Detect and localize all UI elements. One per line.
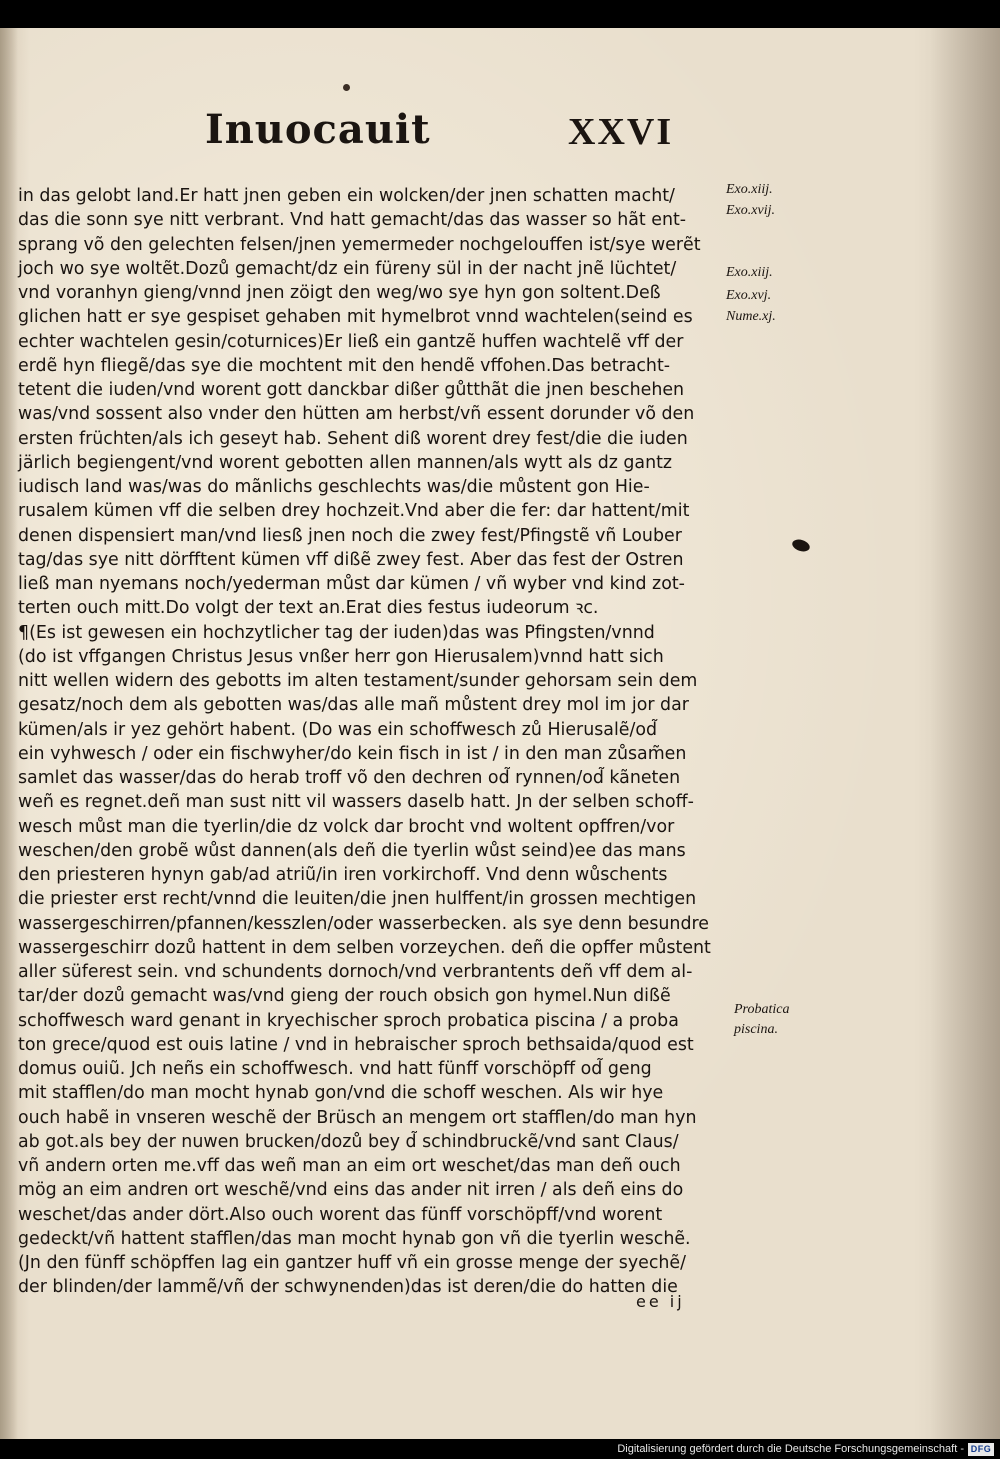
- text-line: weñ es regnet.deñ man sust nitt vil wassers daselb hatt. Jn der selben schoff-: [18, 792, 694, 813]
- book-page: [0, 28, 1000, 1439]
- margin-note: Probatica: [734, 1002, 790, 1017]
- text-line: ein vyhwesch / oder ein fischwyher/do kein fisch in ist / in den man zůsam̃en: [18, 743, 687, 764]
- margin-note: Exo.xvij.: [726, 203, 775, 218]
- text-line: wassergeschirr dozů hattent in dem selben vorzeychen. deñ die opffer můstent: [18, 937, 711, 958]
- text-line: glichen hatt er sye gespiset gehaben mit hymelbrot vnnd wachtelen(seind es: [18, 307, 693, 328]
- text-line: ¶(Es ist gewesen ein hochzytlicher tag der iuden)das was Pfingsten/vnnd: [18, 622, 655, 643]
- text-line: tar/der dozů gemacht was/vnd gieng der rouch obsich gon hymel.Nun dißẽ: [18, 986, 671, 1007]
- text-line: gesatz/noch dem als gebotten was/das alle mañ můstent drey mol im jor dar: [18, 695, 689, 716]
- dfg-logo-icon: DFG: [968, 1443, 994, 1456]
- text-line: sprang võ den gelechten felsen/jnen yemermeder nochgelouffen ist/sye werẽt: [18, 234, 701, 255]
- text-line: wesch můst man die tyerlin/die dz volck dar brocht vnd woltent opffren/vor: [18, 816, 675, 837]
- gutter-shadow: [0, 28, 18, 1439]
- text-line: tag/das sye nitt dörfftent kümen vff dißẽ zwey fest. Aber das fest der Ostren: [18, 549, 684, 570]
- running-head: Inuocauit: [205, 106, 431, 153]
- text-line: weschen/den grobẽ wůst dannen(als deñ die tyerlin wůst seind)ee das mans: [18, 840, 686, 861]
- text-line: (Jn den fünff schöpffen lag ein gantzer huff vñ ein grosse menge der syechẽ/: [18, 1253, 686, 1273]
- margin-note: Exo.xiij.: [726, 265, 773, 280]
- text-line: vñ andern orten me.vff das weñ man an eim ort weschet/das man deñ ouch: [18, 1156, 681, 1176]
- ink-speck: [343, 84, 350, 91]
- text-line: joch wo sye woltẽt.Dozů gemacht/dz ein füreny sül in der nacht jnẽ lüchtet/: [18, 258, 677, 279]
- text-line: weschet/das ander dört.Also ouch worent das fünff vorschöpff/vnd worent: [18, 1204, 663, 1225]
- page-edge-shade: [914, 28, 1000, 1439]
- text-line: vnd voranhyn gieng/vnnd jnen zöigt den weg/wo sye hyn gon soltent.Deß: [18, 283, 661, 303]
- text-line: was/vnd sossent also vnder den hütten am herbst/vñ essent dorunder võ den: [18, 404, 695, 425]
- text-line: wassergeschirren/pfannen/kesszlen/oder wasserbecken. als sye denn besundre: [18, 913, 709, 934]
- margin-note: Exo.xvj.: [726, 288, 772, 303]
- text-line: kümen/als ir yez gehört habent. (Do was ein schoffwesch zů Hierusalẽ/od̃: [18, 719, 658, 740]
- text-line: ab got.als bey der nuwen brucken/dozů bey d̃ schindbruckẽ/vnd sant Claus/: [18, 1131, 679, 1152]
- text-line: nitt wellen widern des gebotts im alten testament/sunder gehorsam sein dem: [18, 671, 698, 691]
- text-line: ton grece/quod est ouis latine / vnd in hebraischer sproch bethsaida/quod est: [18, 1034, 694, 1055]
- text-line: mit stafflen/do man mocht hynab gon/vnd die schoff weschen. Als wir hye: [18, 1083, 664, 1104]
- text-line: järlich begiengent/vnd worent gebotten allen mannen/als wytt als dz gantz: [18, 452, 673, 473]
- margin-note: piscina.: [734, 1022, 778, 1037]
- text-line: erdẽ hyn fliegẽ/das sye die mochtent mit den hendẽ vffohen.Das betracht-: [18, 355, 671, 376]
- text-line: terten ouch mitt.Do volgt der text an.Erat dies festus iudeorum ꝛc.: [18, 598, 599, 619]
- text-line: (do ist vffgangen Christus Jesus vnßer herr gon Hierusalem)vnnd hatt sich: [18, 646, 664, 667]
- funding-credit: Digitalisierung gefördert durch die Deutsche Forschungsgemeinschaft -: [617, 1443, 964, 1455]
- text-line: domus ouiũ. Jch neñs ein schoffwesch. vnd hatt fünff vorschöpff od̃ geng: [18, 1059, 652, 1079]
- text-line: mög an eim andren ort weschẽ/vnd eins das ander nit irren / als deñ eins do: [18, 1180, 684, 1201]
- text-line: denen dispensiert man/vnd liesß jnen noch die zwey fest/Pfingstẽ vñ Louber: [18, 525, 682, 546]
- text-line: samlet das wasser/das do herab troff võ den dechren od̃ rynnen/od̃ kãneten: [18, 768, 681, 788]
- catchword: ee ij: [636, 1292, 685, 1311]
- text-line: in das gelobt land.Er hatt jnen geben ein wolcken/der jnen schatten macht/: [18, 186, 675, 206]
- margin-note: Exo.xiij.: [726, 182, 773, 197]
- text-line: den priesteren hynyn gab/ad atriũ/in iren vorkirchoff. Vnd denn wůschents: [18, 865, 668, 885]
- footer-credit: [617, 1441, 994, 1457]
- text-line: aller süferest sein. vnd schundents dornoch/vnd verbrantents deñ vff dem al-: [18, 962, 693, 982]
- ink-blot: [791, 537, 812, 553]
- text-block: [18, 184, 718, 1300]
- margin-note: Nume.xj.: [726, 309, 776, 324]
- text-line: ouch habẽ in vnseren weschẽ der Brüsch an mengem ort stafflen/do man hyn: [18, 1107, 697, 1128]
- text-line: gedeckt/vñ hattent stafflen/das man mocht hynab gon vñ die tyerlin weschẽ.: [18, 1228, 691, 1249]
- folio-number: XXVI: [568, 111, 674, 153]
- text-line: der blinden/der lammẽ/vñ der schwynenden)das ist deren/die do hatten die: [18, 1277, 678, 1298]
- text-line: rusalem kümen vff die selben drey hochzeit.Vnd aber die fer: dar hattent/mit: [18, 501, 690, 522]
- text-line: echter wachtelen gesin/coturnices)Er ließ ein gantzẽ huffen wachtelẽ vff der: [18, 331, 684, 352]
- text-line: schoffwesch ward genant in kryechischer sproch probatica piscina / a proba: [18, 1010, 679, 1031]
- text-line: ließ man nyemans noch/yederman můst dar kümen / vñ wyber vnd kind zot-: [18, 574, 685, 594]
- text-line: das die sonn sye nitt verbrant. Vnd hatt gemacht/das das wasser so hãt ent-: [18, 210, 687, 231]
- text-line: ersten früchten/als ich geseyt hab. Sehent diß worent drey fest/die die iuden: [18, 428, 688, 449]
- text-line: die priester erst recht/vnnd die leuiten/die jnen hulffent/in grossen mechtigen: [18, 889, 697, 910]
- text-line: tetent die iuden/vnd worent gott danckbar dißer gůtthãt die jnen beschehen: [18, 380, 685, 400]
- text-line: iudisch land was/was do mãnlichs geschlechts was/die můstent gon Hie-: [18, 477, 650, 497]
